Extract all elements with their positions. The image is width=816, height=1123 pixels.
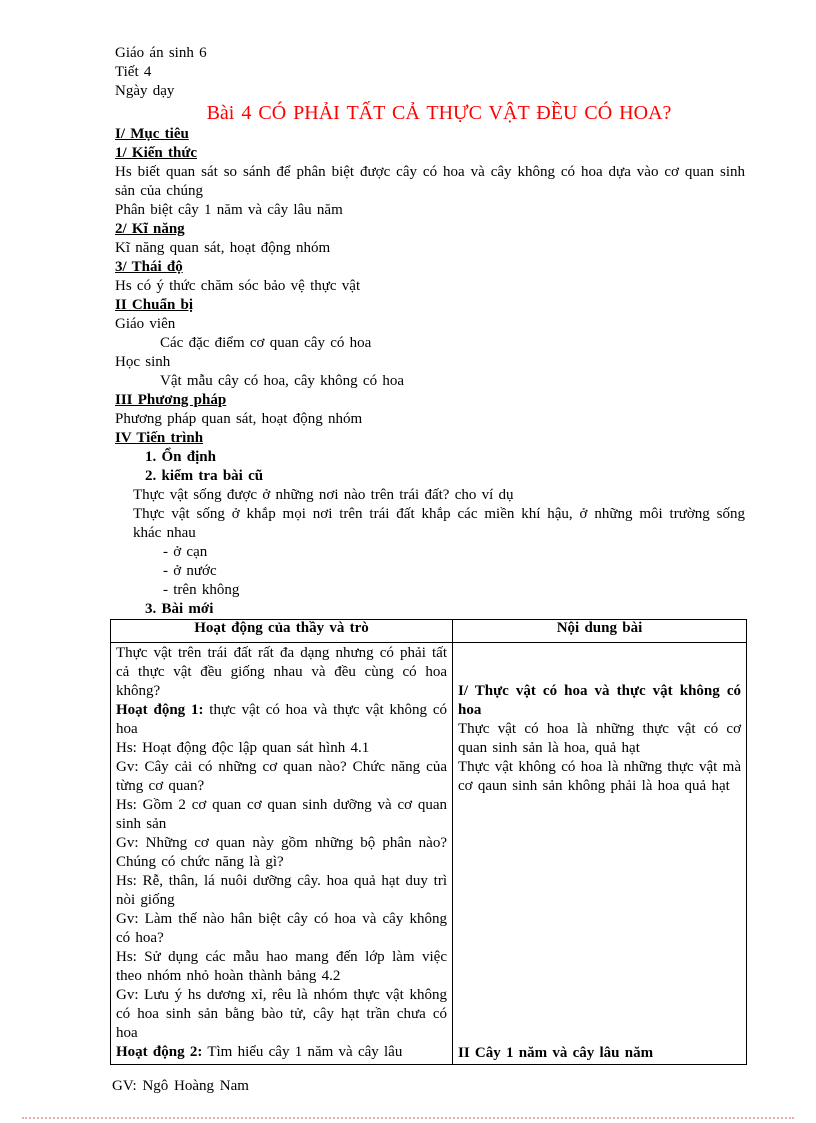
paragraph: Hs: Hoạt động độc lập quan sát hình 4.1: [116, 740, 370, 756]
outline-line: Phân biệt cây 1 năm và cây lâu năm: [115, 202, 343, 218]
paragraph: Thực vật không có hoa là những thực vật mà cơ qaun sinh sản không phải là hoa quả hạt: [458, 759, 741, 794]
paragraph: Hoạt động 1: thực vật có hoa và thực vật không có hoa: [116, 702, 448, 737]
paragraph: Hs: Gồm 2 cơ quan cơ quan sinh dưỡng và cơ quan sinh sản: [116, 797, 447, 832]
lesson-table: [110, 619, 747, 1065]
page-content: [112, 44, 745, 1095]
table-header-activities: Hoạt động của thầy và trò: [111, 620, 453, 643]
outline-line: Các đặc điểm cơ quan cây có hoa: [160, 335, 372, 351]
outline-line: 3/ Thái độ: [115, 259, 183, 275]
paragraph: Gv: Làm thế nào hân biệt cây có hoa và cây không có hoa?: [116, 911, 447, 946]
paragraph: Thực vật có hoa là những thực vật có cơ quan sinh sản là hoa, quả hạt: [458, 721, 741, 756]
paragraph: Hs: Rễ, thân, lá nuôi dưỡng cây. hoa quả hạt duy trì nòi giống: [116, 873, 447, 908]
paragraph: Hoạt động 2: Tìm hiểu cây 1 năm và cây lâu: [116, 1044, 403, 1060]
paragraph: I/ Thực vật có hoa và thực vật không có hoa: [458, 683, 741, 718]
bottom-dotted-rule: [22, 1117, 794, 1119]
outline-line: Thực vật sống ở khắp mọi nơi trên trái đất khắp các miền khí hậu, ở những môi trường sống khác nhau: [133, 506, 745, 541]
doc-header-line: Tiết 4: [115, 64, 152, 80]
paragraph: Hs: Sử dụng các mẫu hao mang đến lớp làm việc theo nhóm nhỏ hoàn thành bảng 4.2: [116, 949, 447, 984]
paragraph: Gv: Những cơ quan này gồm những bộ phân nào? Chúng có chức năng là gì?: [116, 835, 447, 870]
footer-text: GV: Ngô Hoàng Nam: [112, 1078, 249, 1094]
outline-line: Kĩ năng quan sát, hoạt động nhóm: [115, 240, 331, 256]
content-section-2: [458, 1044, 741, 1063]
paragraph: II Cây 1 năm và cây lâu năm: [458, 1045, 654, 1061]
outline-line: Phương pháp quan sát, hoạt động nhóm: [115, 411, 363, 427]
content-section-1: [458, 644, 741, 796]
outline-line: Thực vật sống được ở những nơi nào trên trái đất? cho ví dụ: [133, 487, 514, 503]
paragraph: Thực vật trên trái đất rất đa dạng nhưng có phải tất cả thực vật đều giống nhau và đều cùng có hoa không?: [116, 645, 447, 699]
outline-line: 2. kiểm tra bài cũ: [145, 468, 264, 484]
paragraph: Gv: Cây cải có những cơ quan nào? Chức năng của từng cơ quan?: [116, 759, 447, 794]
doc-header-line: Ngày dạy: [115, 83, 175, 99]
outline-line: - ở cạn: [163, 544, 208, 560]
table-cell-content: [453, 643, 747, 1065]
outline-line: II Chuẩn bị: [115, 297, 194, 313]
doc-title: Bài 4 CÓ PHẢI TẤT CẢ THỰC VẬT ĐỀU CÓ HOA?: [206, 102, 672, 124]
outline-line: 1. Ổn định: [145, 449, 216, 465]
doc-header: [115, 44, 745, 101]
outline-line: - trên không: [163, 582, 240, 598]
table-cell-activities: [111, 643, 453, 1065]
outline-line: IV Tiến trình: [115, 430, 204, 446]
outline-line: - ở nước: [163, 563, 217, 579]
outline-line: 2/ Kĩ năng: [115, 221, 185, 237]
doc-outline: [115, 125, 745, 619]
outline-line: Hs có ý thức chăm sóc bảo vệ thực vật: [115, 278, 361, 294]
outline-line: Học sinh: [115, 354, 171, 370]
outline-line: Giáo viên: [115, 316, 176, 332]
outline-line: 1/ Kiến thức: [115, 145, 197, 161]
outline-line: 3. Bài mới: [145, 601, 214, 617]
outline-line: I/ Mục tiêu: [115, 126, 189, 142]
doc-header-line: Giáo án sinh 6: [115, 45, 207, 61]
outline-line: Hs biết quan sát so sánh để phân biệt được cây có hoa và cây không có hoa dựa vào cơ quan sinh sản của chúng: [115, 164, 745, 199]
outline-line: Vật mẫu cây có hoa, cây không có hoa: [160, 373, 404, 389]
table-body-row: [111, 643, 747, 1065]
table-header-content: Nội dung bài: [453, 620, 747, 643]
outline-line: III Phương pháp: [115, 392, 227, 408]
paragraph: Gv: Lưu ý hs dương xỉ, rêu là nhóm thực vật không có hoa sinh sản bằng bào tử, cây hạt trần chưa có hoa: [116, 987, 447, 1041]
table-header-row: [111, 620, 747, 643]
